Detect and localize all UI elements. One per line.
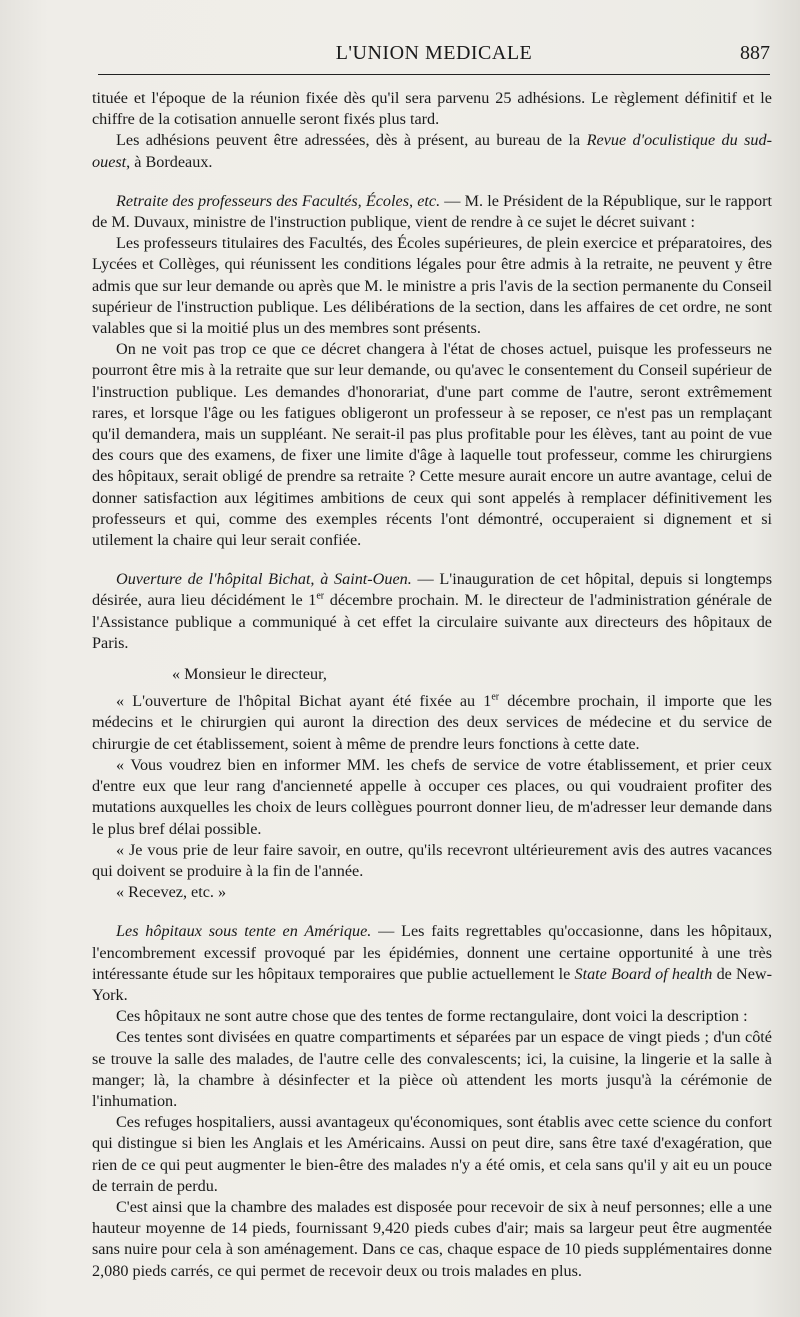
section-hopitaux-tente <box>92 921 772 1006</box>
letter-paragraph <box>92 691 772 755</box>
text-span: , à Bordeaux. <box>126 152 213 171</box>
section-bichat <box>92 569 772 654</box>
text-span: — Les faits regrettables qu'occasionne, dans les hôpitaux, l'encombrement excessif provoqué par les épidémies, donnent une certaine opportunité à une très intéressante étude sur les hôpitaux temporaires que publie actuellement le <box>92 922 772 983</box>
letter-paragraph: « Je vous prie de leur faire savoir, en outre, qu'ils recevront ultérieurement avis des autres vacances qui doivent se produire à la fin de l'année. <box>92 840 772 880</box>
page-header <box>98 40 770 74</box>
running-head: L'UNION MEDICALE <box>335 42 533 64</box>
text-span: — L'inauguration de cet hôpital, depuis si longtemps désirée, aura lieu décidément le 1 <box>92 570 772 610</box>
section-retraite <box>92 191 772 233</box>
paragraph-refuges: Ces refuges hospitaliers, aussi avantageux qu'économiques, sont établis avec cette science du confort qui distingue si bien les Anglais et les Américains. Aussi on peut dire, sans être taxé d'exagération, que rien de ce qui peut augmenter le bien-être des malades n'y a été omis, et cela sans qu'il y ait eu un pouce de terrain de perdu. <box>92 1113 772 1195</box>
superscript: er <box>491 691 500 703</box>
paragraph-decret: Les professeurs titulaires des Facultés, des Écoles supérieures, de plein exercice et préparatoires, des Lycées et Collèges, qui réunissent les conditions légales pour être admis à la retraite, ne peuvent y être admis que sur leur demande ou après que M. le ministre a pris l'avis de la section permanente du Conseil supérieur de l'instruction publique. Les délibérations de la section, dans les affaires de cet ordre, ne sont valables que si la moitié plus un des membres sont présents. <box>92 234 772 338</box>
page-number: 887 <box>740 42 770 64</box>
letter-salutation: « Monsieur le directeur, <box>172 665 327 684</box>
text-span: de New-York. <box>92 964 773 1004</box>
paragraph-compartiments: Ces tentes sont divisées en quatre compartiments et séparées par un espace de vingt pieds ; d'un côté se trouve la salle des malades, de l'autre celle des convalescents; ici, la cuisine, la lingerie et la salle à manger; là, la chambre à désinfecter et la pièce où attendent les morts jusqu'à la cérémonie de l'inhumation. <box>92 1028 772 1110</box>
article-body <box>92 88 772 1282</box>
paragraph-continuation: tituée et l'époque de la réunion fixée dès qu'il sera parvenu 25 adhésions. Le règlement définitif et le chiffre de la cotisation annuelle seront fixés plus tard. <box>92 89 772 129</box>
text-span: décembre prochain, il importe que les médecins et le chirurgien qui auront la direction des deux services de médecine et du service de chirurgie de cet établissement, soient à même de prendre leurs fonctions à cette date. <box>92 692 772 753</box>
superscript: er <box>316 591 325 603</box>
text-span: « L'ouverture de l'hôpital Bichat ayant été fixée au 1 <box>116 692 492 711</box>
text-span: — M. le Président de la République, sur le rapport de M. Duvaux, ministre de l'instruction publique, vient de rendre à ce sujet le décret suivant : <box>92 191 772 232</box>
letter-paragraph: « Vous voudrez bien en informer MM. les chefs de service de votre établissement, et prier ceux d'entre eux que leur rang d'ancienneté appelle à occuper ces places, ou qui voudraient profiter des mutations auxquelles les choix de leurs collègues pourront donner lieu, de m'adresser leur demande dans le plus bref délai possible. <box>92 755 772 838</box>
journal-title: Revue d'oculistique du sud-ouest <box>92 131 773 171</box>
section-title-bichat: Ouverture de l'hôpital Bichat, à Saint-Ouen. <box>116 570 412 589</box>
section-title-retraite: Retraite des professeurs des Facultés, Écoles, etc. <box>116 191 441 210</box>
letter-closing: « Recevez, etc. » <box>116 883 227 902</box>
paragraph-description: Ces hôpitaux ne sont autre chose que des tentes de forme rectangulaire, dont voici la description : <box>116 1007 748 1026</box>
paragraph-chambre: C'est ainsi que la chambre des malades est disposée pour recevoir de six à neuf personnes; elle a une hauteur moyenne de 14 pieds, fournissant 9,420 pieds cubes d'air; mais sa largeur peut être augmentée sans nuire pour cela à son aménagement. Dans ce cas, chaque espace de 10 pieds supplémentaires donne 2,080 pieds carrés, ce qui permet de recevoir deux ou trois malades en plus. <box>92 1197 772 1280</box>
text-span: décembre prochain. M. le directeur de l'administration générale de l'Assistance publique a communiqué à cet effet la circulaire suivante aux directeurs des hôpitaux de Paris. <box>92 591 772 652</box>
section-title-hopitaux: Les hôpitaux sous tente en Amérique. <box>116 922 372 941</box>
paragraph-adhesions <box>92 130 772 172</box>
publication-title: State Board of health <box>574 964 713 983</box>
text-span: Les adhésions peuvent être adressées, dès à présent, au bureau de la <box>116 131 587 150</box>
header-rule <box>98 74 770 75</box>
paragraph-commentaire: On ne voit pas trop ce que ce décret changera à l'état de choses actuel, puisque les professeurs ne pourront être mis à la retraite que sur leur demande, ou qu'avec le consentement du Conseil supérieur de l'instruction publique. Les demandes d'honorariat, d'une part comme de l'autre, seront extrêmement rares, et lorsque l'âge ou les fatigues obligeront un professeur à se reposer, ce n'est pas un remplaçant qu'il demandera, mais un suppléant. Ne serait-il pas plus profitable pour les élèves, tant au point de vue des cours que des examens, de fixer une limite d'âge à laquelle tout professeur, comme les chirurgiens des hôpitaux, serait obligé de prendre sa retraite ? Cette mesure aurait encore un autre avantage, celui de donner satisfaction aux légitimes ambitions de ceux qui sont appelés à remplacer définitivement les professeurs et qui, comme des exemples récents l'ont démontré, occuperaient si dignement et si utilement la chaire qui leur serait confiée. <box>92 340 772 550</box>
